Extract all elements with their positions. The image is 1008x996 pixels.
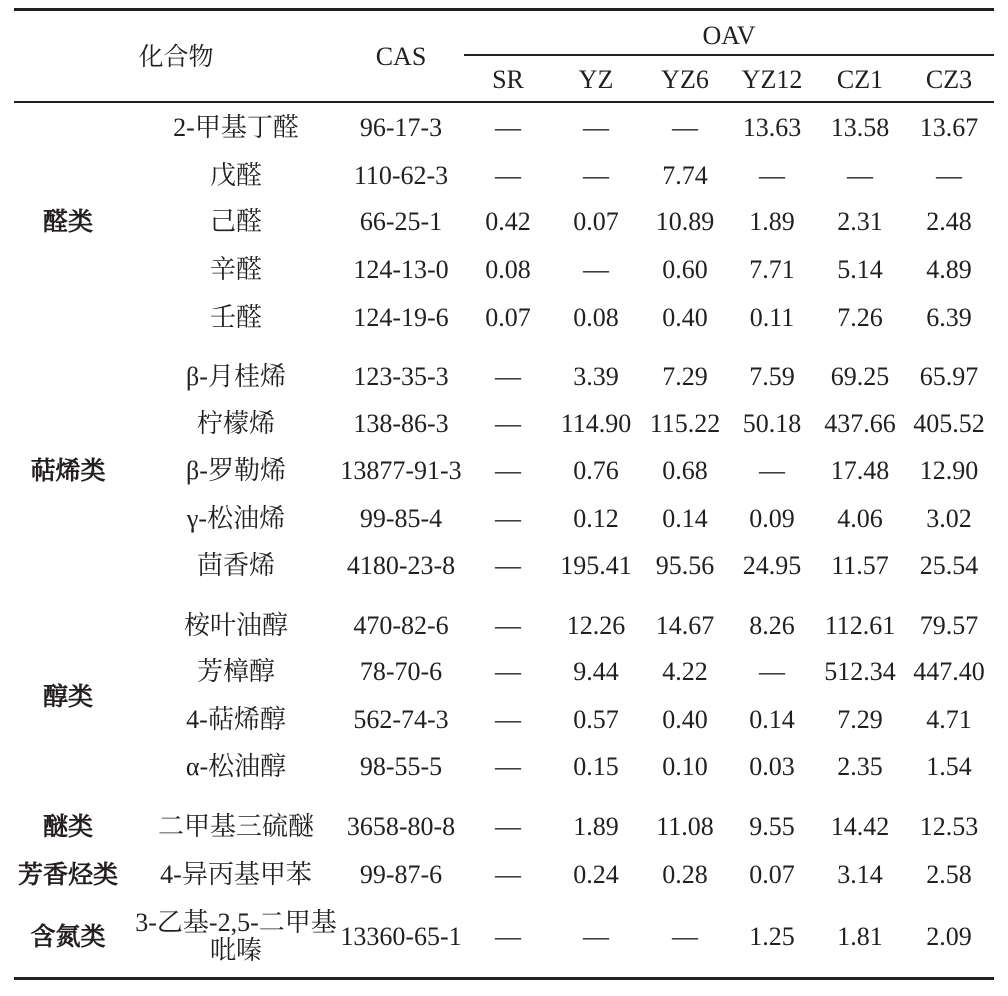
oav-value-cz1: 7.29 xyxy=(837,705,883,734)
compound-name: 戊醛 xyxy=(209,161,263,190)
bottom-rule xyxy=(14,977,994,980)
oav-value-cz1: 1.81 xyxy=(837,922,883,951)
oav-value-cz1: 11.57 xyxy=(831,551,889,580)
oav-value-yz6: 11.08 xyxy=(656,812,714,841)
top-rule xyxy=(14,8,994,11)
category-label: 含氮类 xyxy=(30,922,106,951)
header-sample-yz12: YZ12 xyxy=(741,65,803,94)
compound-name: α-松油醇 xyxy=(185,752,287,781)
oav-value-sr: — xyxy=(495,922,521,951)
oav-value-yz6: 0.28 xyxy=(662,860,708,889)
cas-number: 99-87-6 xyxy=(359,860,443,889)
compound-name: 二甲基三硫醚 xyxy=(157,812,315,841)
oav-value-yz12: 8.26 xyxy=(749,611,795,640)
compound-name-line: 3-乙基-2,5-二甲基 xyxy=(135,908,337,937)
oav-value-yz: 12.26 xyxy=(566,611,626,640)
oav-value-sr: — xyxy=(495,812,521,841)
oav-value-yz: 0.57 xyxy=(573,705,619,734)
compound-name: 芳樟醇 xyxy=(196,657,276,686)
cas-number: 13877-91-3 xyxy=(340,456,462,485)
oav-value-yz12: 1.89 xyxy=(749,207,795,236)
oav-value-yz6: 7.74 xyxy=(662,161,708,190)
oav-value-sr: — xyxy=(495,551,521,580)
oav-value-cz1: 5.14 xyxy=(837,255,883,284)
header-sample-cz1: CZ1 xyxy=(836,65,884,94)
header-sample-yz6: YZ6 xyxy=(661,65,709,94)
cas-number: 99-85-4 xyxy=(359,504,443,533)
oav-value-yz: 195.41 xyxy=(560,551,632,580)
compound-name: 茴香烯 xyxy=(196,551,276,580)
oav-value-yz6: 0.60 xyxy=(662,255,708,284)
compound-name-line: 吡嗪 xyxy=(209,936,263,965)
oav-value-yz12: — xyxy=(759,456,785,485)
oav-value-yz12: 0.14 xyxy=(749,705,795,734)
category-label: 醛类 xyxy=(42,207,94,236)
oav-value-yz6: 0.68 xyxy=(662,456,708,485)
oav-value-yz6: 0.10 xyxy=(662,752,708,781)
oav-value-cz1: 2.31 xyxy=(837,207,883,236)
oav-underline xyxy=(464,54,994,56)
oav-value-yz: — xyxy=(583,161,609,190)
oav-value-cz1: 4.06 xyxy=(837,504,883,533)
oav-value-cz1: 14.42 xyxy=(830,812,890,841)
oav-value-yz6: 0.40 xyxy=(662,705,708,734)
oav-value-sr: — xyxy=(495,504,521,533)
oav-value-yz12: 0.07 xyxy=(749,860,795,889)
oav-value-cz3: 405.52 xyxy=(913,409,985,438)
oav-value-cz3: 13.67 xyxy=(919,113,979,142)
cas-number: 138-86-3 xyxy=(353,409,449,438)
oav-value-cz1: 2.35 xyxy=(837,752,883,781)
oav-value-yz6: 0.14 xyxy=(662,504,708,533)
cas-number: 96-17-3 xyxy=(359,113,443,142)
oav-value-yz: 3.39 xyxy=(573,362,619,391)
header-sample-cz3: CZ3 xyxy=(925,65,973,94)
cas-number: 4180-23-8 xyxy=(346,551,456,580)
oav-value-cz1: 3.14 xyxy=(837,860,883,889)
oav-value-yz: 114.90 xyxy=(560,409,632,438)
oav-value-cz3: 4.71 xyxy=(926,705,972,734)
oav-value-cz3: 6.39 xyxy=(926,303,972,332)
oav-value-yz6: 115.22 xyxy=(649,409,721,438)
oav-value-yz: — xyxy=(583,922,609,951)
oav-value-yz12: 0.09 xyxy=(749,504,795,533)
header-cas: CAS xyxy=(375,42,427,71)
oav-value-yz6: — xyxy=(672,922,698,951)
oav-value-yz12: 7.71 xyxy=(749,255,795,284)
oav-value-yz: — xyxy=(583,255,609,284)
oav-value-yz6: 95.56 xyxy=(655,551,715,580)
oav-value-yz: 0.15 xyxy=(573,752,619,781)
cas-number: 78-70-6 xyxy=(359,657,443,686)
oav-value-yz6: — xyxy=(672,113,698,142)
cas-number: 13360-65-1 xyxy=(340,922,462,951)
cas-number: 124-19-6 xyxy=(353,303,449,332)
oav-value-sr: — xyxy=(495,860,521,889)
oav-value-cz3: 65.97 xyxy=(919,362,979,391)
oav-value-yz12: — xyxy=(759,657,785,686)
oav-value-yz6: 0.40 xyxy=(662,303,708,332)
oav-value-yz: 1.89 xyxy=(573,812,619,841)
cas-number: 66-25-1 xyxy=(359,207,443,236)
header-sample-yz: YZ xyxy=(578,65,614,94)
cas-number: 470-82-6 xyxy=(353,611,449,640)
oav-value-yz12: 50.18 xyxy=(742,409,802,438)
oav-value-yz12: 1.25 xyxy=(749,922,795,951)
oav-value-sr: — xyxy=(495,611,521,640)
category-label: 萜烯类 xyxy=(30,456,106,485)
oav-value-cz3: 79.57 xyxy=(919,611,979,640)
cas-number: 110-62-3 xyxy=(353,161,449,190)
oav-value-cz1: 69.25 xyxy=(830,362,890,391)
oav-value-cz1: 112.61 xyxy=(824,611,896,640)
oav-value-cz3: 1.54 xyxy=(926,752,972,781)
oav-value-cz3: 4.89 xyxy=(926,255,972,284)
header-compound: 化合物 xyxy=(138,42,214,71)
compound-name: 4-异丙基甲苯 xyxy=(160,860,312,889)
cas-number: 98-55-5 xyxy=(359,752,443,781)
oav-value-sr: — xyxy=(495,705,521,734)
oav-value-cz3: 2.48 xyxy=(926,207,972,236)
header-oav: OAV xyxy=(702,21,756,50)
oav-value-cz3: 3.02 xyxy=(926,504,972,533)
oav-value-sr: 0.07 xyxy=(485,303,531,332)
header-rule xyxy=(14,101,994,103)
category-label: 芳香烃类 xyxy=(17,860,119,889)
oav-value-yz6: 4.22 xyxy=(662,657,708,686)
oav-value-yz12: 13.63 xyxy=(742,113,802,142)
oav-value-cz1: 437.66 xyxy=(824,409,896,438)
oav-value-yz12: — xyxy=(759,161,785,190)
oav-value-yz12: 7.59 xyxy=(749,362,795,391)
cas-number: 562-74-3 xyxy=(353,705,449,734)
oav-value-yz12: 0.11 xyxy=(749,303,795,332)
oav-value-sr: — xyxy=(495,409,521,438)
oav-value-sr: — xyxy=(495,113,521,142)
compound-name: 壬醛 xyxy=(209,303,263,332)
compound-name: 桉叶油醇 xyxy=(183,611,289,640)
oav-value-yz: 0.76 xyxy=(573,456,619,485)
oav-value-cz1: 17.48 xyxy=(830,456,890,485)
category-label: 醚类 xyxy=(42,812,94,841)
compound-name: 2-甲基丁醛 xyxy=(173,113,299,142)
oav-value-cz1: — xyxy=(847,161,873,190)
oav-value-cz3: 12.53 xyxy=(919,812,979,841)
oav-value-sr: — xyxy=(495,362,521,391)
oav-value-cz3: 2.58 xyxy=(926,860,972,889)
oav-value-yz: 0.08 xyxy=(573,303,619,332)
oav-value-cz3: — xyxy=(936,161,962,190)
oav-value-yz6: 10.89 xyxy=(655,207,715,236)
oav-value-yz6: 7.29 xyxy=(662,362,708,391)
oav-value-sr: — xyxy=(495,456,521,485)
oav-value-yz: — xyxy=(583,113,609,142)
compound-name: 4-萜烯醇 xyxy=(186,705,286,734)
compound-name xyxy=(135,909,336,965)
oav-value-cz3: 447.40 xyxy=(913,657,985,686)
oav-value-cz1: 512.34 xyxy=(824,657,896,686)
oav-value-yz12: 0.03 xyxy=(749,752,795,781)
oav-value-yz12: 9.55 xyxy=(749,812,795,841)
cas-number: 124-13-0 xyxy=(353,255,449,284)
compound-name: 己醛 xyxy=(209,207,263,236)
compound-name: β-月桂烯 xyxy=(186,362,286,391)
oav-value-sr: 0.08 xyxy=(485,255,531,284)
oav-value-yz: 9.44 xyxy=(573,657,619,686)
oav-value-cz1: 13.58 xyxy=(830,113,890,142)
cas-number: 123-35-3 xyxy=(353,362,449,391)
oav-value-yz6: 14.67 xyxy=(655,611,715,640)
oav-value-cz3: 12.90 xyxy=(919,456,979,485)
oav-value-cz3: 25.54 xyxy=(919,551,979,580)
header-sample-sr: SR xyxy=(492,65,524,94)
oav-value-cz1: 7.26 xyxy=(837,303,883,332)
compound-name: β-罗勒烯 xyxy=(186,456,286,485)
oav-value-sr: 0.42 xyxy=(485,207,531,236)
oav-value-sr: — xyxy=(495,657,521,686)
cas-number: 3658-80-8 xyxy=(346,812,456,841)
category-label: 醇类 xyxy=(42,682,94,711)
oav-value-sr: — xyxy=(495,161,521,190)
oav-value-yz: 0.24 xyxy=(573,860,619,889)
oav-value-sr: — xyxy=(495,752,521,781)
oav-value-cz3: 2.09 xyxy=(926,922,972,951)
oav-value-yz: 0.07 xyxy=(573,207,619,236)
oav-value-yz12: 24.95 xyxy=(742,551,802,580)
compound-name: 辛醛 xyxy=(209,255,263,284)
compound-name: 柠檬烯 xyxy=(196,409,276,438)
oav-value-yz: 0.12 xyxy=(573,504,619,533)
compound-name: γ-松油烯 xyxy=(186,504,286,533)
